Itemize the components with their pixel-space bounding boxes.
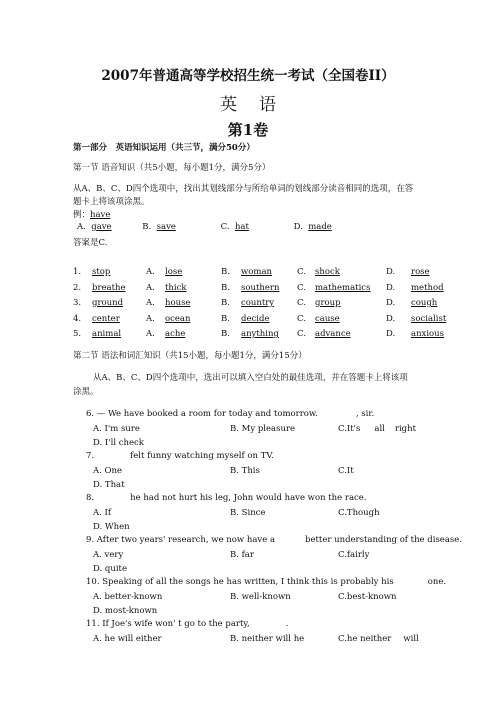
question-6-option-c: C.It's all right — [338, 424, 417, 434]
question-10-option-b: B. well-known — [230, 592, 291, 602]
example-answer: 答案是C. — [73, 238, 108, 248]
question-7-stem: 7. felt funny watching myself on TV. — [86, 451, 274, 461]
question-6-option-d: D. I'll check — [93, 438, 144, 448]
question-7-option-d: D. That — [93, 480, 125, 490]
exam-subject: 英语 — [220, 95, 298, 115]
example-option-d: D. made — [293, 222, 332, 232]
exam-volume: 第1卷 — [227, 121, 269, 139]
section2-heading: 第二节 语法和词汇知识（共15小题，每小题1分，满分15分） — [73, 351, 307, 361]
exam-title: 2007年普通高等学校招生统一考试（全国卷II） — [101, 68, 395, 84]
question-8-option-a: A. If — [93, 508, 112, 518]
section1-heading: 第一节 语音知识（共5小题，每小题1分，满分5分） — [73, 163, 271, 173]
question-9-option-b: B. far — [230, 550, 254, 560]
section1-instructions-line2: 题卡上将该项涂黑。 — [73, 197, 150, 207]
question-7-option-c: C.It — [338, 466, 354, 476]
example-option-c: C. hat — [220, 222, 249, 232]
example-option-b: B. save — [142, 222, 176, 232]
question-9-option-d: D. quite — [93, 564, 127, 574]
example-options — [77, 222, 332, 232]
section1-instructions-line1: 从A、B、C、D四个选项中，找出其划线部分与所给单词的划线部分读音相同的选项，在答 — [73, 184, 414, 194]
example-option-a: A. gave — [77, 222, 112, 232]
question-9-option-a: A. very — [93, 550, 124, 560]
question-7-option-a: A. One — [93, 466, 123, 476]
question-8-option-b: B. Since — [230, 508, 266, 518]
question-8-option-d: D. When — [93, 522, 130, 532]
part1-heading: 第一部分 英语知识运用（共三节，满分50分） — [73, 143, 255, 153]
question-11-option-c: C.he neither will — [338, 634, 419, 644]
question-9-option-c: C.fairly — [338, 550, 370, 560]
question-8-option-c: C.Though — [338, 508, 380, 518]
question-11-option-b: B. neither will he — [230, 634, 305, 644]
section2-instructions-line2: 涂黑。 — [73, 387, 99, 397]
question-6-option-b: B. My pleasure — [230, 424, 296, 434]
example-label: 例： — [73, 210, 91, 220]
example-line — [73, 208, 110, 220]
question-6-stem: 6. — We have booked a room for today and tomorrow. , sir. — [86, 409, 375, 419]
section2-instructions-line1: 从A、B、C、D四个选项中，选出可以填入空白处的最佳选项，并在答题卡上将该项 — [93, 373, 408, 383]
question-10-option-c: C.best-known — [338, 592, 397, 602]
question-10-option-d: D. most-known — [93, 606, 158, 616]
question-10-option-a: A. better-known — [93, 592, 163, 602]
example-word: have — [90, 210, 111, 220]
question-8-stem: 8. he had not hurt his leg, John would have won the race. — [86, 493, 367, 503]
question-10-stem: 10. Speaking of all the songs he has written, I think this is probably his one. — [86, 577, 447, 587]
question-6-option-a: A. I'm sure — [93, 424, 140, 434]
question-9-stem: 9. After two years' research, we now have a better understanding of the disease. — [86, 535, 462, 545]
question-11-option-a: A. he will either — [93, 634, 162, 644]
question-7-option-b: B. This — [230, 466, 260, 476]
question-11-stem: 11. If Joe's wife won' t go to the party, . — [86, 619, 289, 629]
